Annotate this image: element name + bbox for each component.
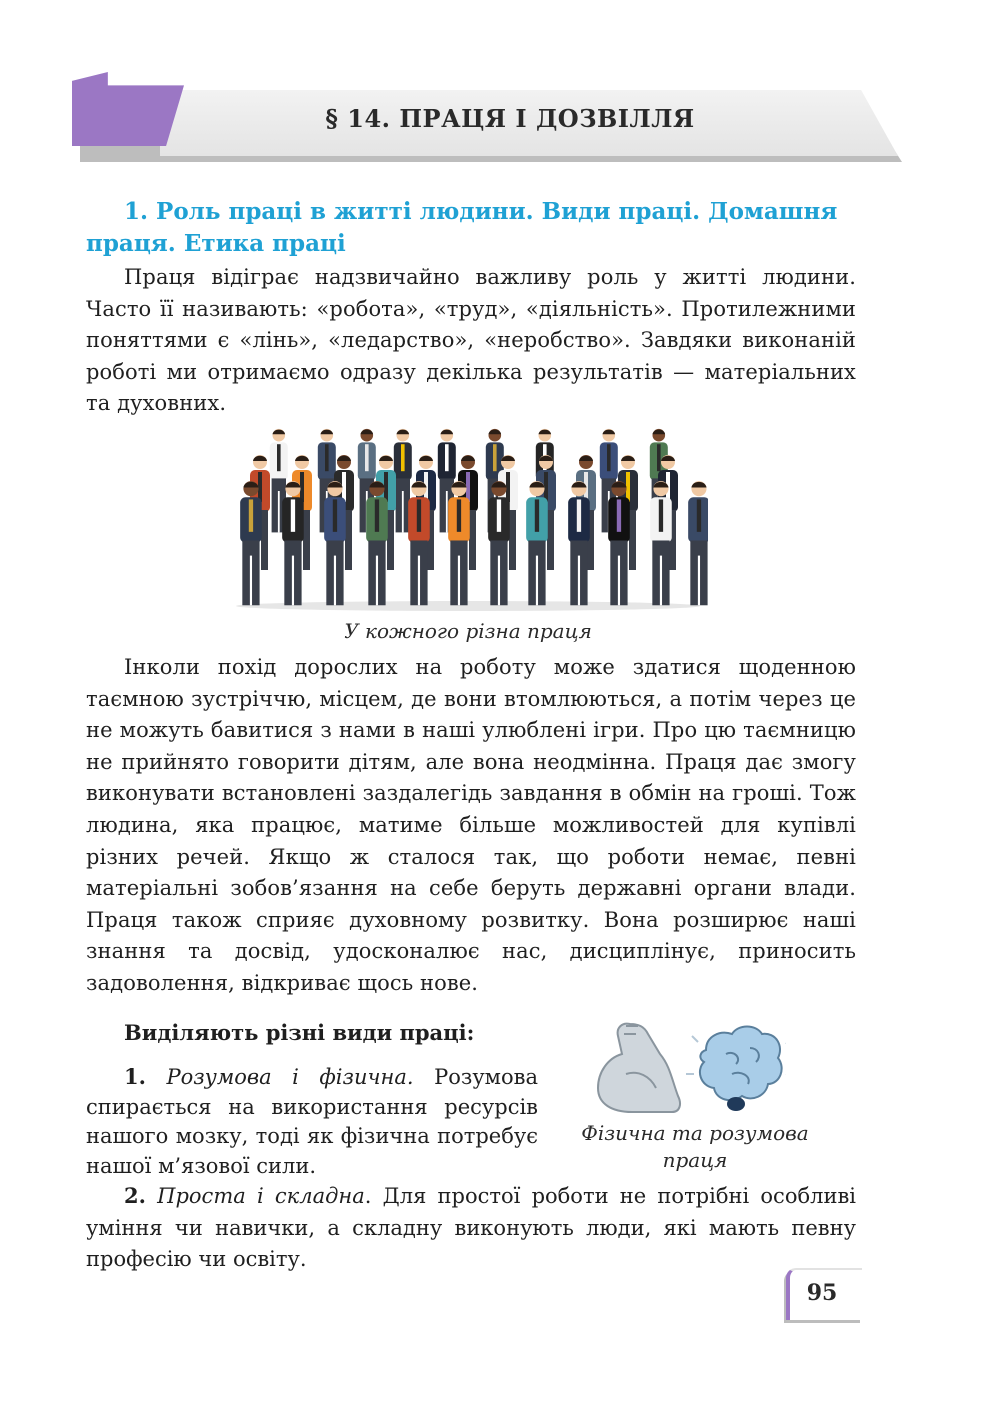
kind-item-1-term: Розумова і фізична. <box>166 1065 414 1089</box>
worker-figure <box>282 481 304 605</box>
worker-figure <box>526 481 548 605</box>
paragraph-work-meaning: Інколи похід дорослих на роботу може здатися щоденною таємною зустріччю, місцем, де вони втомлюються, а потім через це не можуть бавитися з нами в наші улюблені ігри. Про цю таємницю не прийнято говорити дітям, але вона неодмінна. Праця дає змогу виконувати встановлені заздалегідь завдання в обмін на гроші. Тож людина, яка працює, матиме більше можливостей для купівлі різних речей. Якщо ж сталося так, що роботи немає, певні матеріальні зобов’язання на себе беруть державні органи влади. Праця також сприяє духовному розвитку. Вона розширює наші знання та досвід, удосконалює нас, дисциплінує, приносить задоволення, відкриває щось нове. <box>86 655 856 995</box>
worker-figure <box>366 481 388 605</box>
worker-figure <box>324 481 346 605</box>
worker-figure <box>240 481 262 605</box>
worker-figure <box>568 481 590 605</box>
header-accent-tab <box>72 72 184 146</box>
worker-figure <box>608 481 630 605</box>
section-title: 1. Роль праці в житті людини. Види праці. Домашня праця. Етика праці <box>86 198 838 257</box>
worker-figure <box>448 481 470 605</box>
page-number: 95 <box>806 1280 838 1306</box>
brain-icon <box>686 1027 786 1112</box>
muscle-arm-icon <box>598 1024 680 1112</box>
kind-item-1 <box>86 1062 538 1181</box>
worker-figure <box>688 481 708 605</box>
kind-item-2-term: Проста і складна <box>157 1184 365 1208</box>
paragraph-intro: Праця відіграє надзвичайно важливу роль у житті людини. Часто її називають: «робота», «труд», «діяльність». Протилежними поняттями є «лінь», «ледарство», «неробство». Завдяки виконаній роботі ми отримаємо одразу декілька результатів — матеріальних та духовних. <box>86 265 856 416</box>
worker-figure <box>488 481 510 605</box>
worker-figure <box>408 481 430 605</box>
kind-item-2-number: 2. <box>124 1183 146 1208</box>
work-types-illustration <box>586 1014 786 1118</box>
kind-item-2 <box>86 1180 856 1276</box>
kinds-heading: Виділяють різні види праці: <box>124 1020 475 1045</box>
figure-caption-work-types: Фізична та розумова праця <box>581 1121 809 1172</box>
crowd-shadow <box>236 601 700 611</box>
kind-item-1-text: Розумова спирається на використання ресурсів нашого мозку, тоді як фізична потребує нашої м’язової сили. <box>86 1065 538 1178</box>
page-title: § 14. ПРАЦЯ І ДОЗВІЛЛЯ <box>325 104 695 133</box>
figure-caption-workers: У кожного різна праця <box>344 619 592 643</box>
workers-illustration <box>228 420 708 612</box>
kind-item-1-number: 1. <box>124 1064 146 1089</box>
worker-figure <box>650 481 672 605</box>
kind-item-2-text: . Для простої роботи не потрібні особливі уміння чи навички, а складну виконують люди, які мають певну професію чи освіту. <box>86 1184 856 1272</box>
